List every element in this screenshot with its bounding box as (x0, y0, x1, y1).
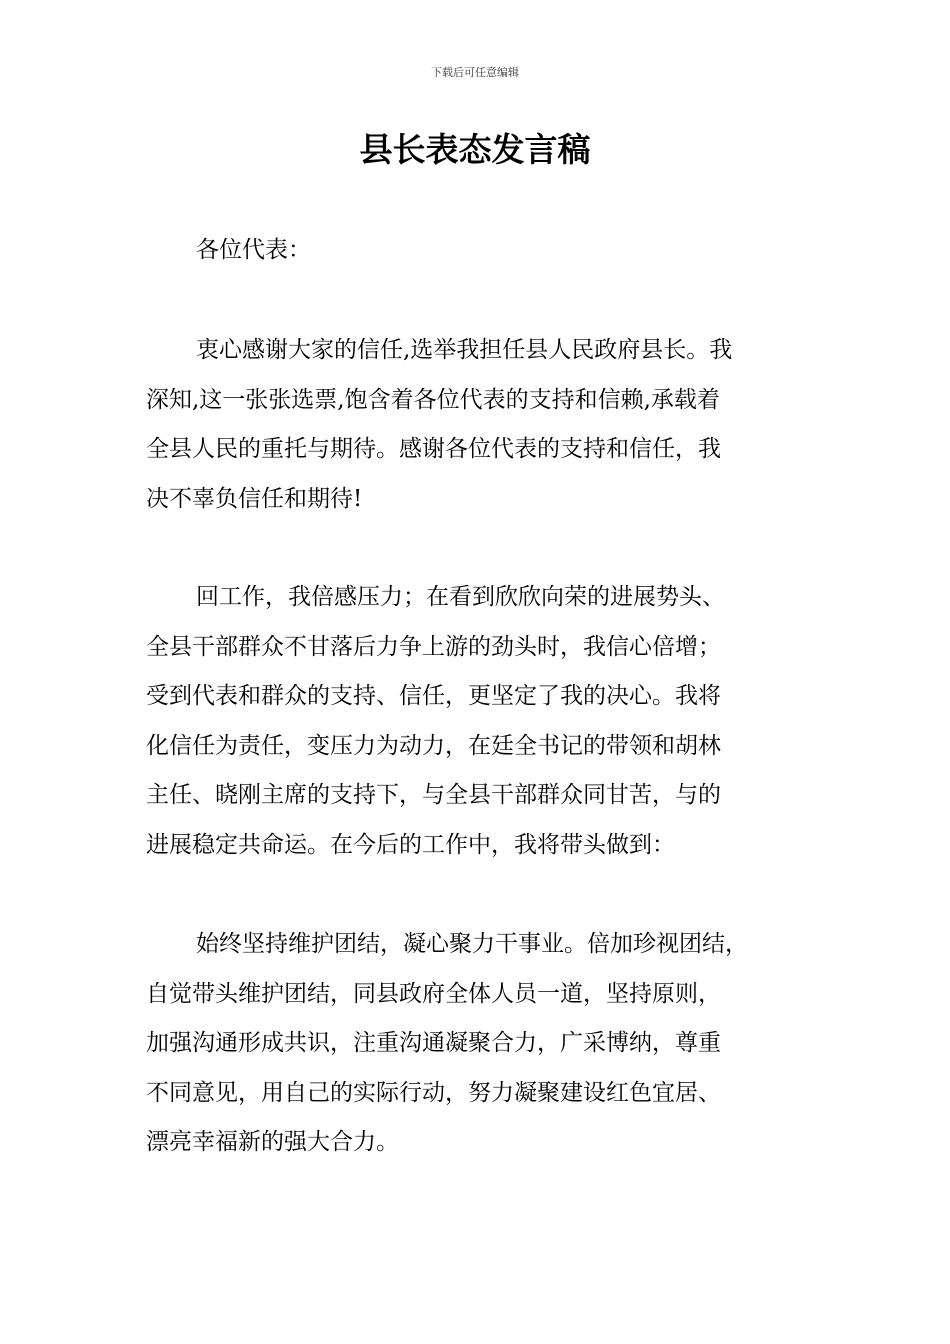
paragraph-line: 加强沟通形成共识，注重沟通凝聚合力，广采博纳，尊重 (146, 1030, 721, 1056)
paragraph-line: 衷心感谢大家的信任,选举我担任县人民政府县长。我 (196, 337, 733, 363)
document-title: 县长表态发言稿 (359, 130, 591, 169)
paragraph-1 (146, 326, 826, 524)
paragraph-line: 决不辜负信任和期待! (146, 485, 363, 512)
salutation (146, 226, 826, 276)
paragraph-line: 主任、晓刚主席的支持下，与全县干部群众同甘苦，与的 (146, 782, 721, 808)
paragraph-line: 全县人民的重托与期待。感谢各位代表的支持和信任，我 (146, 436, 721, 462)
paragraph-line: 漂亮幸福新的强大合力。 (146, 1129, 399, 1155)
paragraph-line: 进展稳定共命运。在今后的工作中，我将带头做到： (146, 831, 675, 858)
paragraph-line: 不同意见，用自己的实际行动，努力凝聚建设红色宜居、 (146, 1079, 721, 1106)
paragraph-line: 化信任为责任，变压力为动力，在廷全书记的带领和胡林 (146, 732, 721, 759)
paragraph-2 (146, 573, 826, 870)
paragraph-line: 受到代表和群众的支持、信任，更坚定了我的决心。我将 (146, 683, 721, 709)
header-note: 下载后可任意编辑 (431, 66, 519, 79)
paragraph-line: 全县干部群众不甘落后力争上游的劲头时，我信心倍增； (146, 633, 721, 660)
salutation-text: 各位代表： (196, 237, 311, 263)
paragraph-line: 深知,这一张张选票,饱含着各位代表的支持和信赖,承载着 (146, 386, 720, 413)
paragraph-line: 始终坚持维护团结，凝心聚力干事业。倍加珍视团结， (196, 931, 748, 957)
paragraph-3 (146, 920, 826, 1168)
paragraph-line: 回工作，我倍感压力；在看到欣欣向荣的进展势头、 (196, 584, 725, 610)
paragraph-line: 自觉带头维护团结，同县政府全体人员一道，坚持原则， (146, 980, 721, 1007)
